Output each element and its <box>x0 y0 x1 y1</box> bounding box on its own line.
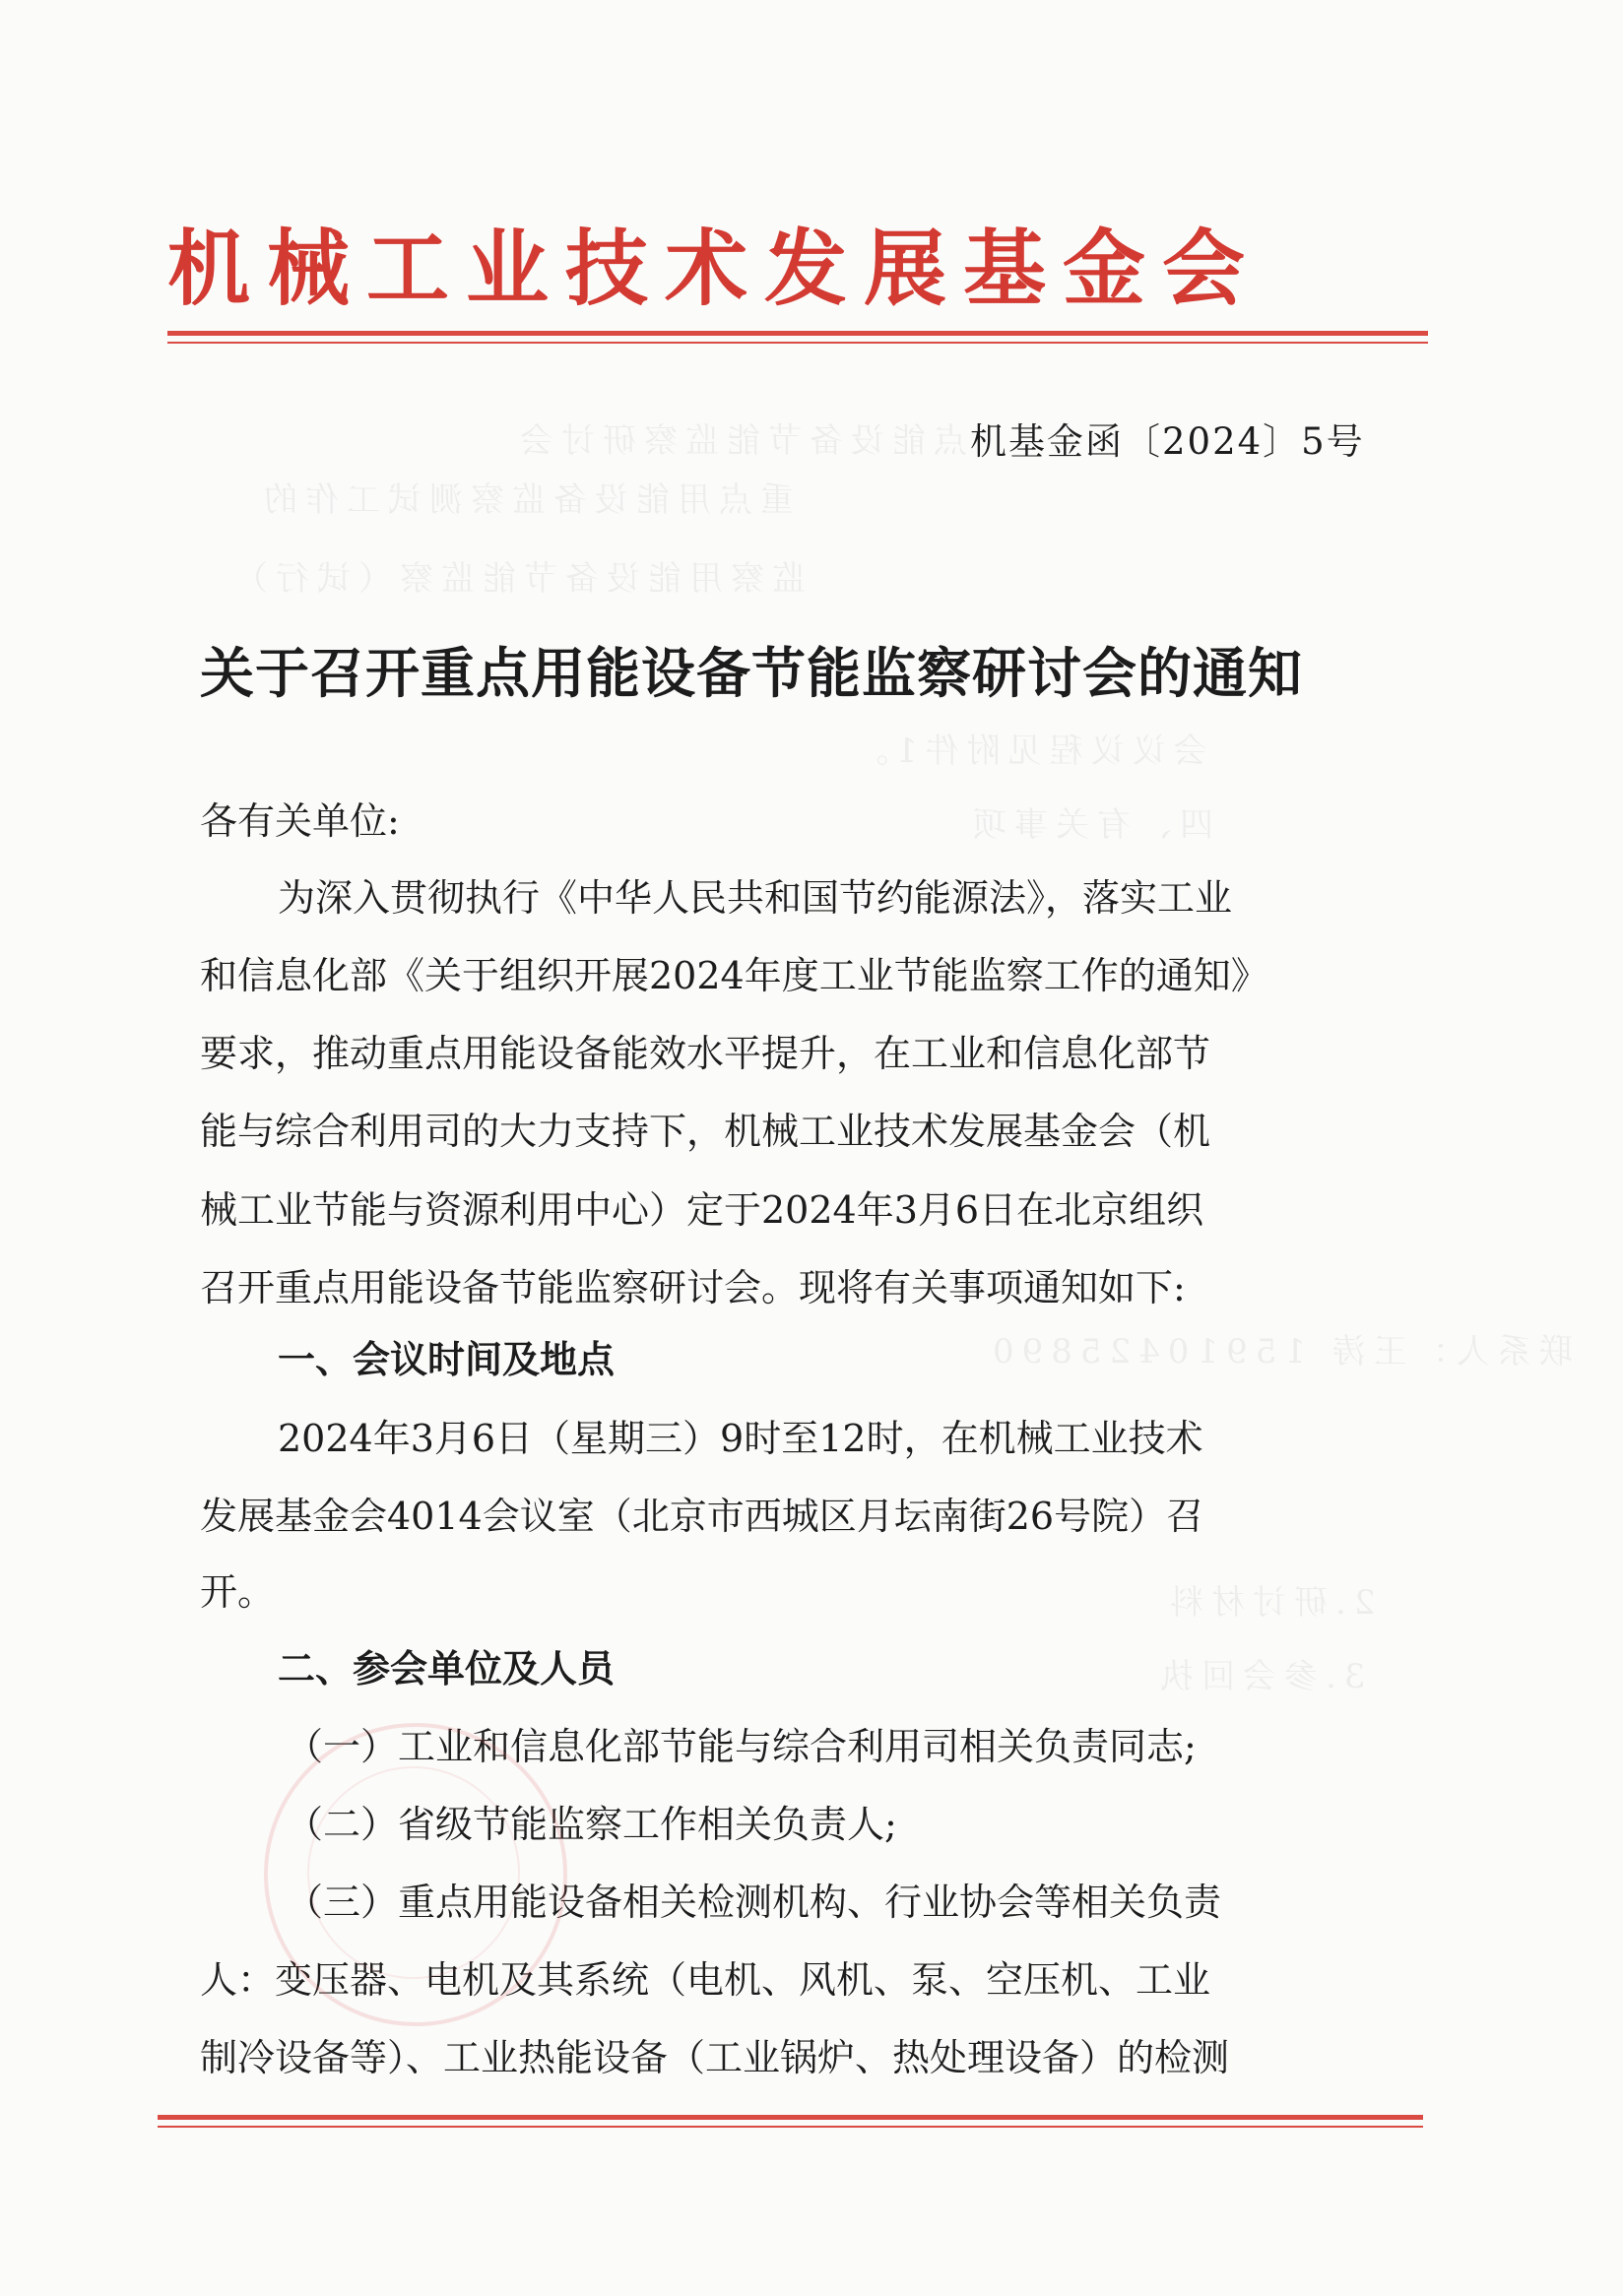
section1-line: 2024年3月6日（星期三）9时至12时，在机械工业技术 <box>278 1417 1203 1460</box>
intro-line: 为深入贯彻执行《中华人民共和国节约能源法》，落实工业 <box>278 876 1233 920</box>
footer-rule-thin <box>158 2126 1423 2128</box>
intro-line: 和信息化部《关于组织开展2024年度工业节能监察工作的通知》 <box>200 954 1268 997</box>
letterhead-rule-thin <box>167 342 1428 344</box>
footer-rule-thick <box>158 2115 1423 2120</box>
document-number: 机基金函〔2024〕5号 <box>970 420 1365 463</box>
faint-seal-inner-ring <box>307 1766 520 1979</box>
section2-line: 人：变压器、电机及其系统（电机、风机、泵、空压机、工业 <box>200 1958 1211 2002</box>
bleed-through-texture: 点能设备节能监察研讨会 重点用能设备监察测试工作的 监察用能设备节能监察（试行） 会议议程见附件1。 四、有关事项 联系人：王涛 15910425890 2.研讨材料 3.参会回执 <box>227 421 1573 1696</box>
section1-line: 发展基金会4014会议室（北京市西城区月坛南街26号院）召 <box>200 1495 1204 1538</box>
section2-line: （二）省级节能监察工作相关负责人; <box>286 1803 897 1846</box>
organization-letterhead: 机械工业技术发展基金会 <box>167 221 1263 317</box>
section-heading-time-location: 一、会议时间及地点 <box>278 1338 616 1381</box>
intro-line: 召开重点用能设备节能监察研讨会。现将有关事项通知如下: <box>200 1266 1186 1309</box>
section-heading-participants: 二、参会单位及人员 <box>278 1647 616 1690</box>
section2-line: （三）重点用能设备相关检测机构、行业协会等相关负责 <box>286 1881 1222 1924</box>
intro-line: 要求，推动重点用能设备能效水平提升，在工业和信息化部节 <box>200 1032 1211 1075</box>
intro-line: 械工业节能与资源利用中心）定于2024年3月6日在北京组织 <box>200 1188 1204 1232</box>
section2-line: 制冷设备等）、工业热能设备（工业锅炉、热处理设备）的检测 <box>200 2036 1230 2079</box>
intro-line: 能与综合利用司的大力支持下，机械工业技术发展基金会（机 <box>200 1110 1211 1153</box>
salutation: 各有关单位: <box>200 799 400 843</box>
faint-seal-stamp <box>264 1723 567 2026</box>
section2-line: （一）工业和信息化部节能与综合利用司相关负责同志; <box>286 1725 1197 1768</box>
document-title: 关于召开重点用能设备节能监察研讨会的通知 <box>200 642 1304 705</box>
letterhead-rule-thick <box>167 331 1428 336</box>
section1-line: 开。 <box>200 1570 276 1614</box>
